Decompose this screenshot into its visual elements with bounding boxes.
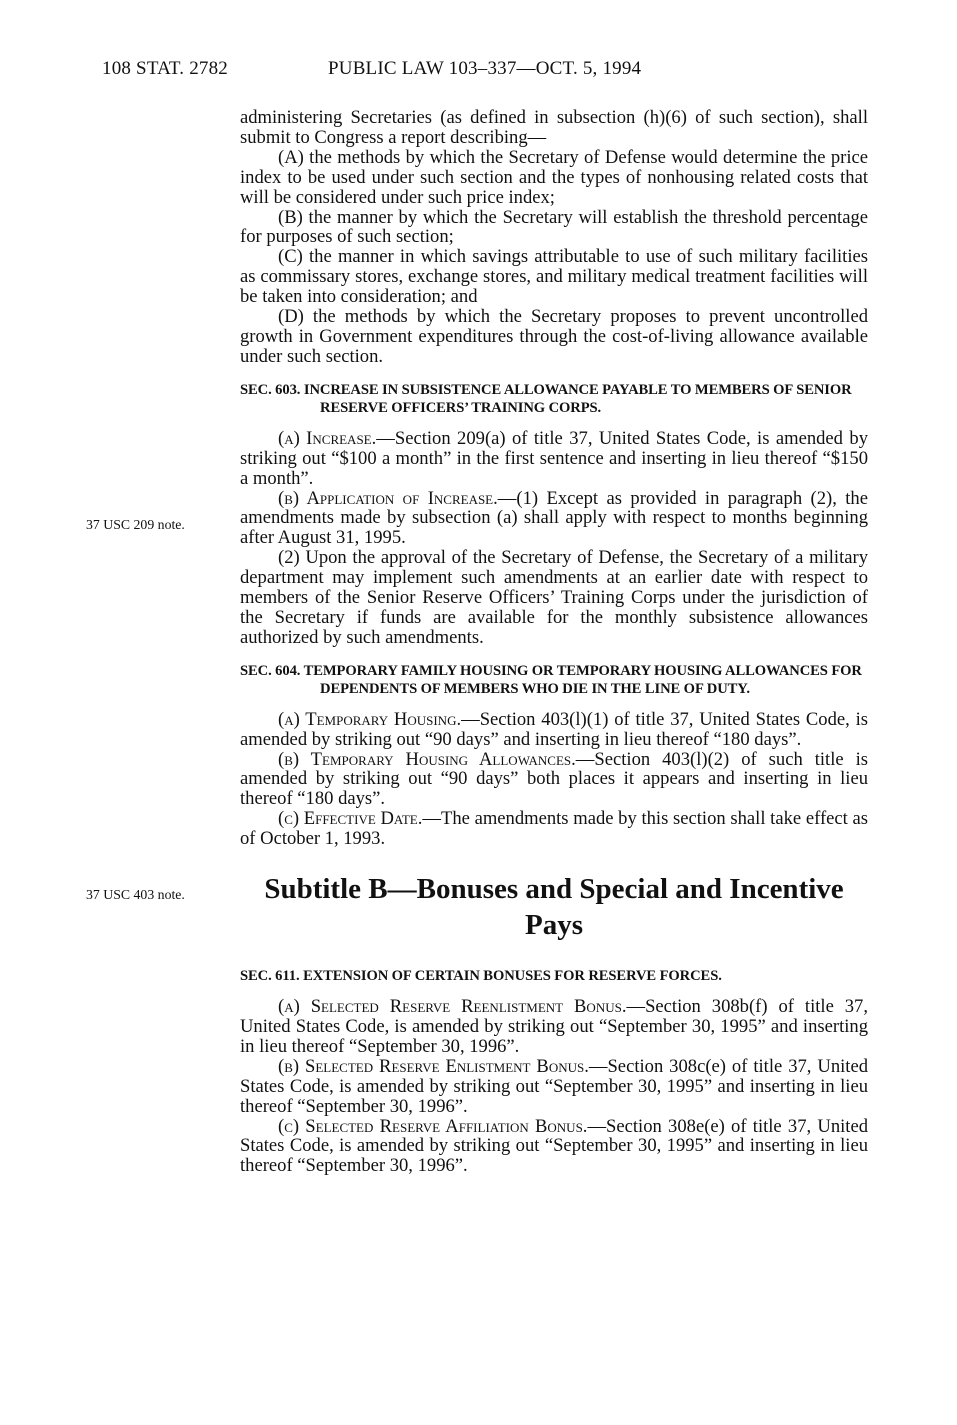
margin-note-403: 37 USC 403 note. xyxy=(86,887,185,902)
sec-604-a-label: (a) Temporary Housing. xyxy=(278,708,462,730)
sec-611-a xyxy=(240,997,868,1057)
subtitle-heading: Subtitle B—Bonuses and Special and Incentive Pays xyxy=(264,873,844,942)
sec-611-c-label: (c) Selected Reserve Affiliation Bonus. xyxy=(278,1115,588,1137)
sec-603-b2: (2) Upon the approval of the Secretary of Defense, the Secretary of a military department may implement such amendments at an earlier date with respect to members of the Senior Reserve Officers’ Training Corps under the jurisdiction of the Secretary if funds are available for the monthly subsistence allowances authorized by such amendments. xyxy=(240,547,868,648)
sec-611-b xyxy=(240,1057,868,1117)
sec-611-b-label: (b) Selected Reserve Enlistment Bonus. xyxy=(278,1055,589,1077)
intro-item-d: (D) the methods by which the Secretary proposes to prevent uncontrolled growth in Government expenditures through the cost-of-living allowance available under such section. xyxy=(240,306,868,367)
public-law-citation: PUBLIC LAW 103–337—OCT. 5, 1994 xyxy=(328,58,642,79)
sec-603-heading: SEC. 603. INCREASE IN SUBSISTENCE ALLOWANCE PAYABLE TO MEMBERS OF SENIOR RESERVE OFFICERS’ TRAINING CORPS. xyxy=(240,381,852,416)
margin-note-209: 37 USC 209 note. xyxy=(86,517,185,532)
sec-604-c-label: (c) Effective Date. xyxy=(278,808,423,830)
page-body xyxy=(240,108,868,1176)
sec-611-heading: SEC. 611. EXTENSION OF CERTAIN BONUSES FOR RESERVE FORCES. xyxy=(240,968,722,985)
sec-603-b-text: —(1) Except as provided in paragraph (2), the amendments made by subsection (a) shall apply with respect to months beginning after August 31, 1995. xyxy=(240,487,868,549)
sec-604-a xyxy=(240,710,868,750)
sec-611-b-text: —Section 308c(e) of title 37, United States Code, is amended by striking out “September 30, 1995” and inserting in lieu thereof “September 30, 1996”. xyxy=(240,1055,868,1117)
sec-603-a-text: —Section 209(a) of title 37, United States Code, is amended by striking out “$100 a month” in the first sentence and inserting in lieu thereof “$150 a month”. xyxy=(240,427,868,489)
sec-604-a-text: —Section 403(l)(1) of title 37, United States Code, is amended by striking out “90 days” and inserting in lieu thereof “180 days”. xyxy=(240,708,868,750)
sec-603-b xyxy=(240,489,868,549)
intro-lead: administering Secretaries (as defined in subsection (h)(6) of such section), shall submit to Congress a report describing— xyxy=(240,107,868,148)
intro-item-c: (C) the manner in which savings attributable to use of such military facilities as commissary stores, exchange stores, and military medical treatment facilities will be taken into consideration; and xyxy=(240,246,868,308)
sec-611-a-text: —Section 308b(f) of title 37, United States Code, is amended by striking out “September 30, 1995” and inserting in lieu thereof “September 30, 1996”. xyxy=(240,996,868,1057)
sec-603-b-label: (b) Application of Increase. xyxy=(278,487,498,509)
intro-item-a: (A) the methods by which the Secretary of Defense would determine the price index to be used under such section and the types of nonhousing related costs that will be considered under such price index; xyxy=(240,146,868,208)
sec-603-a xyxy=(240,429,868,489)
intro-item-b: (B) the manner by which the Secretary will establish the threshold percentage for purposes of such section; xyxy=(240,206,868,248)
sec-611-a-label: (a) Selected Reserve Reenlistment Bonus. xyxy=(278,996,627,1018)
sec-603-a-label: (a) Increase. xyxy=(278,427,377,449)
sec-604-b-label: (b) Temporary Housing Allowances. xyxy=(278,748,576,770)
sec-611-c xyxy=(240,1117,868,1177)
sec-604-c xyxy=(240,809,868,849)
stat-page-number: 108 STAT. 2782 xyxy=(102,58,229,79)
sec-611-c-text: —Section 308e(e) of title 37, United States Code, is amended by striking out “September 30, 1995” and inserting in lieu thereof “September 30, 1996”. xyxy=(240,1115,868,1177)
sec-604-b xyxy=(240,750,868,810)
sec-604-c-text: —The amendments made by this section shall take effect as of October 1, 1993. xyxy=(240,808,868,850)
sec-604-heading: SEC. 604. TEMPORARY FAMILY HOUSING OR TEMPORARY HOUSING ALLOWANCES FOR DEPENDENTS OF MEMBERS WHO DIE IN THE LINE OF DUTY. xyxy=(240,662,862,697)
sec-604-b-text: —Section 403(l)(2) of such title is amended by striking out “90 days” both places it appears and inserting in lieu thereof “180 days”. xyxy=(240,748,868,810)
